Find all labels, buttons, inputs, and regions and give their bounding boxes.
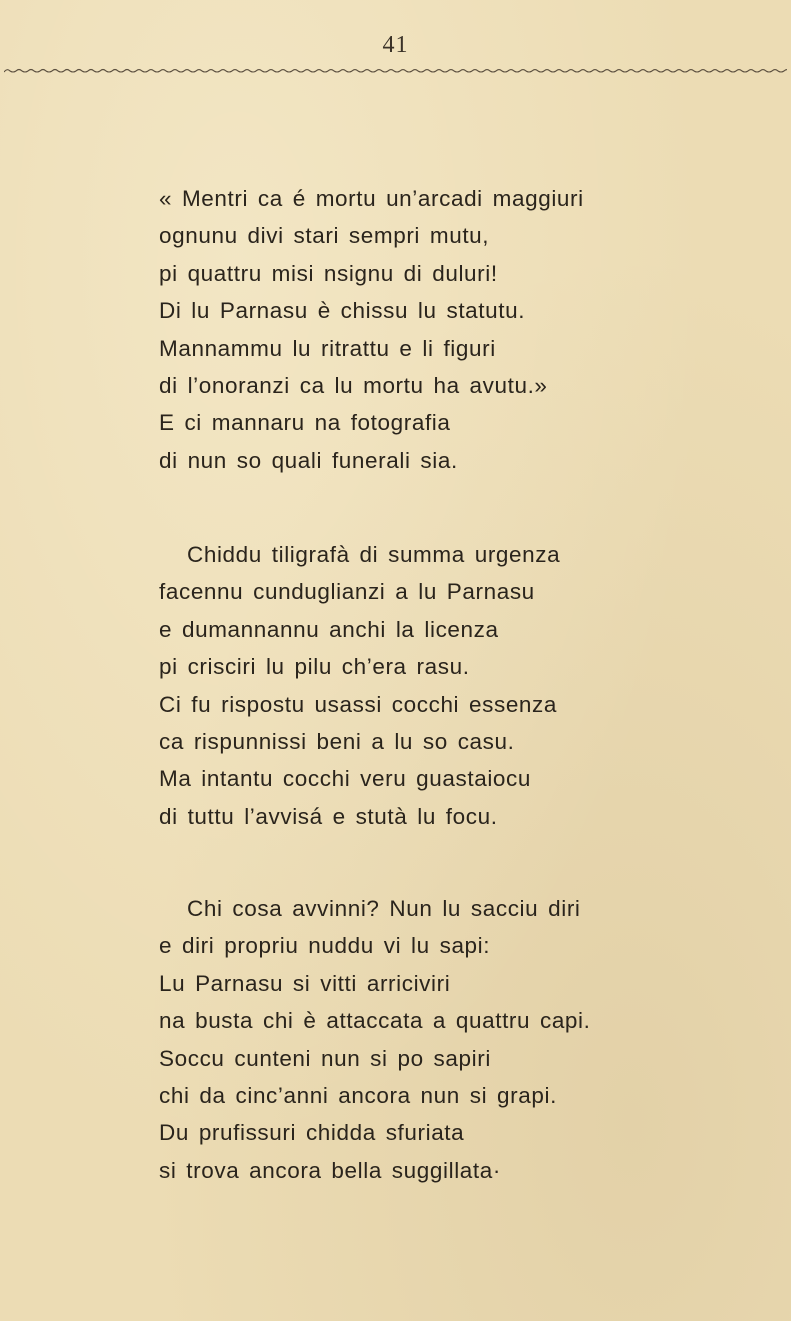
verse-line: Mannammu lu ritrattu e li figuri xyxy=(159,335,496,361)
verse-line: di l’onoranzi ca lu mortu ha avutu.» xyxy=(159,372,548,398)
stanza-3 xyxy=(159,890,759,1189)
verse-line: na busta chi è attaccata a quattru capi. xyxy=(159,1008,591,1034)
verse-line: facennu cunduglianzi a lu Parnasu xyxy=(159,579,535,605)
verse-line: ognunu divi stari sempri mutu, xyxy=(159,223,490,249)
verse-line: « Mentri ca é mortu un’arcadi maggiuri xyxy=(159,186,584,211)
verse-line: ca rispunnissi beni a lu so casu. xyxy=(159,728,515,754)
verse-line: Di lu Parnasu è chissu lu statutu. xyxy=(159,298,526,324)
verse-line: pi crisciri lu pilu ch’era rasu. xyxy=(159,654,470,680)
verse-line: Chi cosa avvinni? Nun lu sacciu diri xyxy=(187,896,581,921)
verse-line: e diri propriu nuddu vi lu sapi: xyxy=(159,933,491,959)
verse-line: di nun so quali funerali sia. xyxy=(159,447,458,473)
verse-line: di tuttu l’avvisá e stutà lu focu. xyxy=(159,803,498,829)
verse-line: Soccu cunteni nun si po sapiri xyxy=(159,1045,491,1071)
verse-line: e dumannannu anchi la licenza xyxy=(159,616,499,642)
verse-line: si trova ancora bella suggillata· xyxy=(159,1157,501,1183)
verse-line: Ma intantu cocchi veru guastaiocu xyxy=(159,766,531,792)
stanza-2 xyxy=(159,536,759,835)
verse-line: Chiddu tiligrafà di summa urgenza xyxy=(187,542,561,567)
page-number: 41 xyxy=(382,32,409,58)
verse-line: Du prufissuri chidda sfuriata xyxy=(159,1120,465,1146)
stanza-1 xyxy=(159,180,759,479)
verse-line: Lu Parnasu si vitti arriciviri xyxy=(159,970,451,996)
verse-line: chi da cinc’anni ancora nun si grapi. xyxy=(159,1082,557,1108)
verse-line: E ci mannaru na fotografia xyxy=(159,410,451,436)
verse-line: pi quattru misi nsignu di duluri! xyxy=(159,260,498,286)
wavy-rule-divider xyxy=(4,64,787,78)
verse-line: Ci fu rispostu usassi cocchi essenza xyxy=(159,691,558,717)
